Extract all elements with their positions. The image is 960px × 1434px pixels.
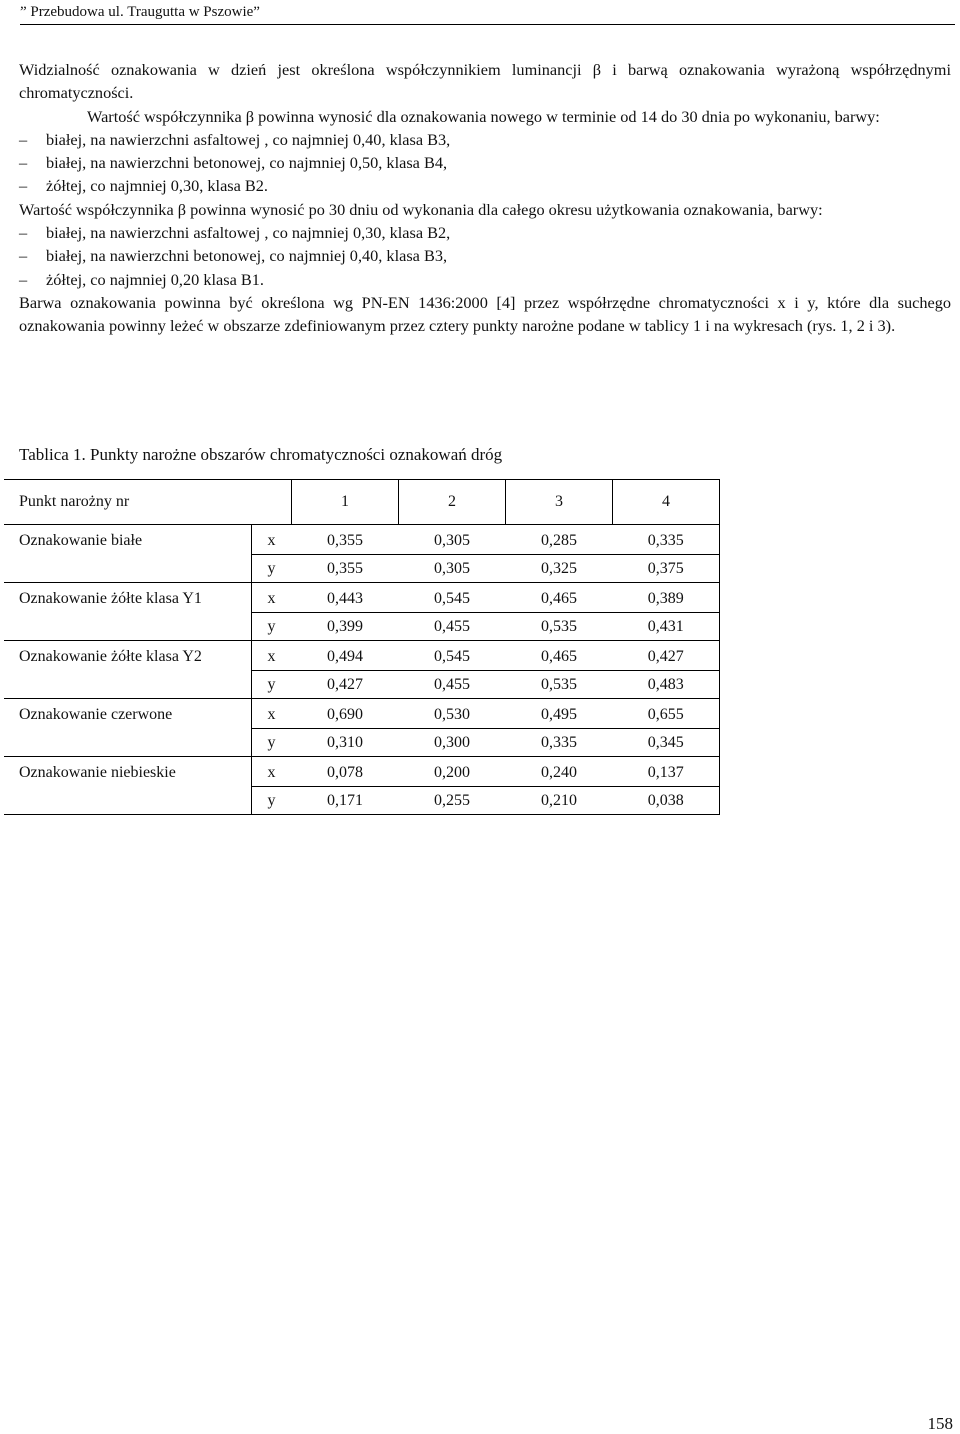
row-label: Oznakowanie żółte klasa Y2 <box>4 641 251 671</box>
table-cell: 0,389 <box>613 583 720 613</box>
table-cell: 0,305 <box>399 525 506 555</box>
table-header-row <box>4 480 720 525</box>
coordinate-label: y <box>251 729 292 757</box>
coordinate-label: y <box>251 555 292 583</box>
table-cell: 0,200 <box>399 757 506 787</box>
header-title: ” Przebudowa ul. Traugutta w Pszowie” <box>20 4 260 20</box>
row-label-empty <box>4 671 251 699</box>
coordinate-label: y <box>251 613 292 641</box>
dash-mark: – <box>19 129 28 149</box>
table-cell: 0,325 <box>506 555 613 583</box>
table-row <box>4 729 720 757</box>
table-cell: 0,171 <box>292 787 399 815</box>
table-cell: 0,494 <box>292 641 399 671</box>
table-row <box>4 583 720 613</box>
table-cell: 0,355 <box>292 555 399 583</box>
table-caption: Tablica 1. Punkty narożne obszarów chromatyczności oznakowań dróg <box>19 445 503 464</box>
table-cell: 0,431 <box>613 613 720 641</box>
paragraph-after-30-days: Wartość współczynnika β powinna wynosić po 30 dniu od wykonania dla całego okresu użytkowania oznakowania, barwy: <box>19 199 823 219</box>
header-col: 1 <box>292 480 399 525</box>
table-cell: 0,443 <box>292 583 399 613</box>
table-cell: 0,399 <box>292 613 399 641</box>
table-cell: 0,335 <box>506 729 613 757</box>
table-cell: 0,545 <box>399 641 506 671</box>
dash-mark: – <box>19 246 28 266</box>
table-row <box>4 757 720 787</box>
running-header <box>20 2 955 25</box>
body-text <box>19 58 951 338</box>
table-cell: 0,345 <box>613 729 720 757</box>
table-cell: 0,285 <box>506 525 613 555</box>
header-col: 3 <box>506 480 613 525</box>
table-cell: 0,078 <box>292 757 399 787</box>
table-cell: 0,427 <box>292 671 399 699</box>
table-cell: 0,535 <box>506 671 613 699</box>
table-row <box>4 699 720 729</box>
table-cell: 0,038 <box>613 787 720 815</box>
dash-mark: – <box>19 269 28 289</box>
table-cell: 0,690 <box>292 699 399 729</box>
table-row <box>4 555 720 583</box>
list-item: – białej, na nawierzchni betonowej, co najmniej 0,40, klasa B3, <box>19 244 951 267</box>
row-label-empty <box>4 787 251 815</box>
page-number: 158 <box>927 1414 953 1433</box>
list-item: – żółtej, co najmniej 0,20 klasa B1. <box>19 268 951 291</box>
table-cell: 0,455 <box>399 613 506 641</box>
dash-mark: – <box>19 153 28 173</box>
table-cell: 0,427 <box>613 641 720 671</box>
list-item: – białej, na nawierzchni asfaltowej , co najmniej 0,30, klasa B2, <box>19 221 951 244</box>
chromaticity-table <box>4 479 720 815</box>
table-row <box>4 613 720 641</box>
table-cell: 0,535 <box>506 613 613 641</box>
coordinate-label: x <box>251 583 292 613</box>
coordinate-label: y <box>251 787 292 815</box>
table-cell: 0,240 <box>506 757 613 787</box>
table-cell: 0,483 <box>613 671 720 699</box>
table-cell: 0,465 <box>506 641 613 671</box>
coordinate-label: x <box>251 641 292 671</box>
table-cell: 0,335 <box>613 525 720 555</box>
dash-mark: – <box>19 223 28 243</box>
row-label-empty <box>4 613 251 641</box>
coordinate-label: x <box>251 525 292 555</box>
table-cell: 0,305 <box>399 555 506 583</box>
table-cell: 0,310 <box>292 729 399 757</box>
table-cell: 0,137 <box>613 757 720 787</box>
table-cell: 0,655 <box>613 699 720 729</box>
list-item: – żółtej, co najmniej 0,30, klasa B2. <box>19 174 951 197</box>
paragraph-new-marking: Wartość współczynnika β powinna wynosić dla oznakowania nowego w terminie od 14 do 30 dnia po wykonaniu, barwy: <box>87 106 880 126</box>
list-item: – białej, na nawierzchni asfaltowej , co najmniej 0,40, klasa B3, <box>19 128 951 151</box>
table-row <box>4 671 720 699</box>
row-label-empty <box>4 729 251 757</box>
table-cell: 0,455 <box>399 671 506 699</box>
table-cell: 0,355 <box>292 525 399 555</box>
table-row <box>4 641 720 671</box>
header-col: 2 <box>399 480 506 525</box>
coordinate-label: x <box>251 757 292 787</box>
row-label: Oznakowanie czerwone <box>4 699 251 729</box>
table-cell: 0,465 <box>506 583 613 613</box>
row-label: Oznakowanie niebieskie <box>4 757 251 787</box>
row-label: Oznakowanie białe <box>4 525 251 555</box>
paragraph-color: Barwa oznakowania powinna być określona wg PN-EN 1436:2000 [4] przez współrzędne chromatyczności x i y, które dla suchego oznakowania powinny leżeć w obszarze zdefiniowanym przez cztery punkty narożne podane w tablicy 1 i na wykresach (rys. 1, 2 i 3). <box>19 292 951 336</box>
table-cell: 0,495 <box>506 699 613 729</box>
header-col: 4 <box>613 480 720 525</box>
table-cell: 0,375 <box>613 555 720 583</box>
table-cell: 0,530 <box>399 699 506 729</box>
table-cell: 0,545 <box>399 583 506 613</box>
table-cell: 0,300 <box>399 729 506 757</box>
dash-mark: – <box>19 176 28 196</box>
table-row <box>4 525 720 555</box>
table-row <box>4 787 720 815</box>
paragraph-visibility: Widzialność oznakowania w dzień jest określona współczynnikiem luminancji β i barwą oznakowania wyrażoną współrzędnymi chromatyczności. <box>19 60 951 103</box>
header-label: Punkt narożny nr <box>4 480 292 525</box>
table-cell: 0,210 <box>506 787 613 815</box>
coordinate-label: y <box>251 671 292 699</box>
list-item: – białej, na nawierzchni betonowej, co najmniej 0,50, klasa B4, <box>19 151 951 174</box>
row-label: Oznakowanie żółte klasa Y1 <box>4 583 251 613</box>
row-label-empty <box>4 555 251 583</box>
table-cell: 0,255 <box>399 787 506 815</box>
coordinate-label: x <box>251 699 292 729</box>
